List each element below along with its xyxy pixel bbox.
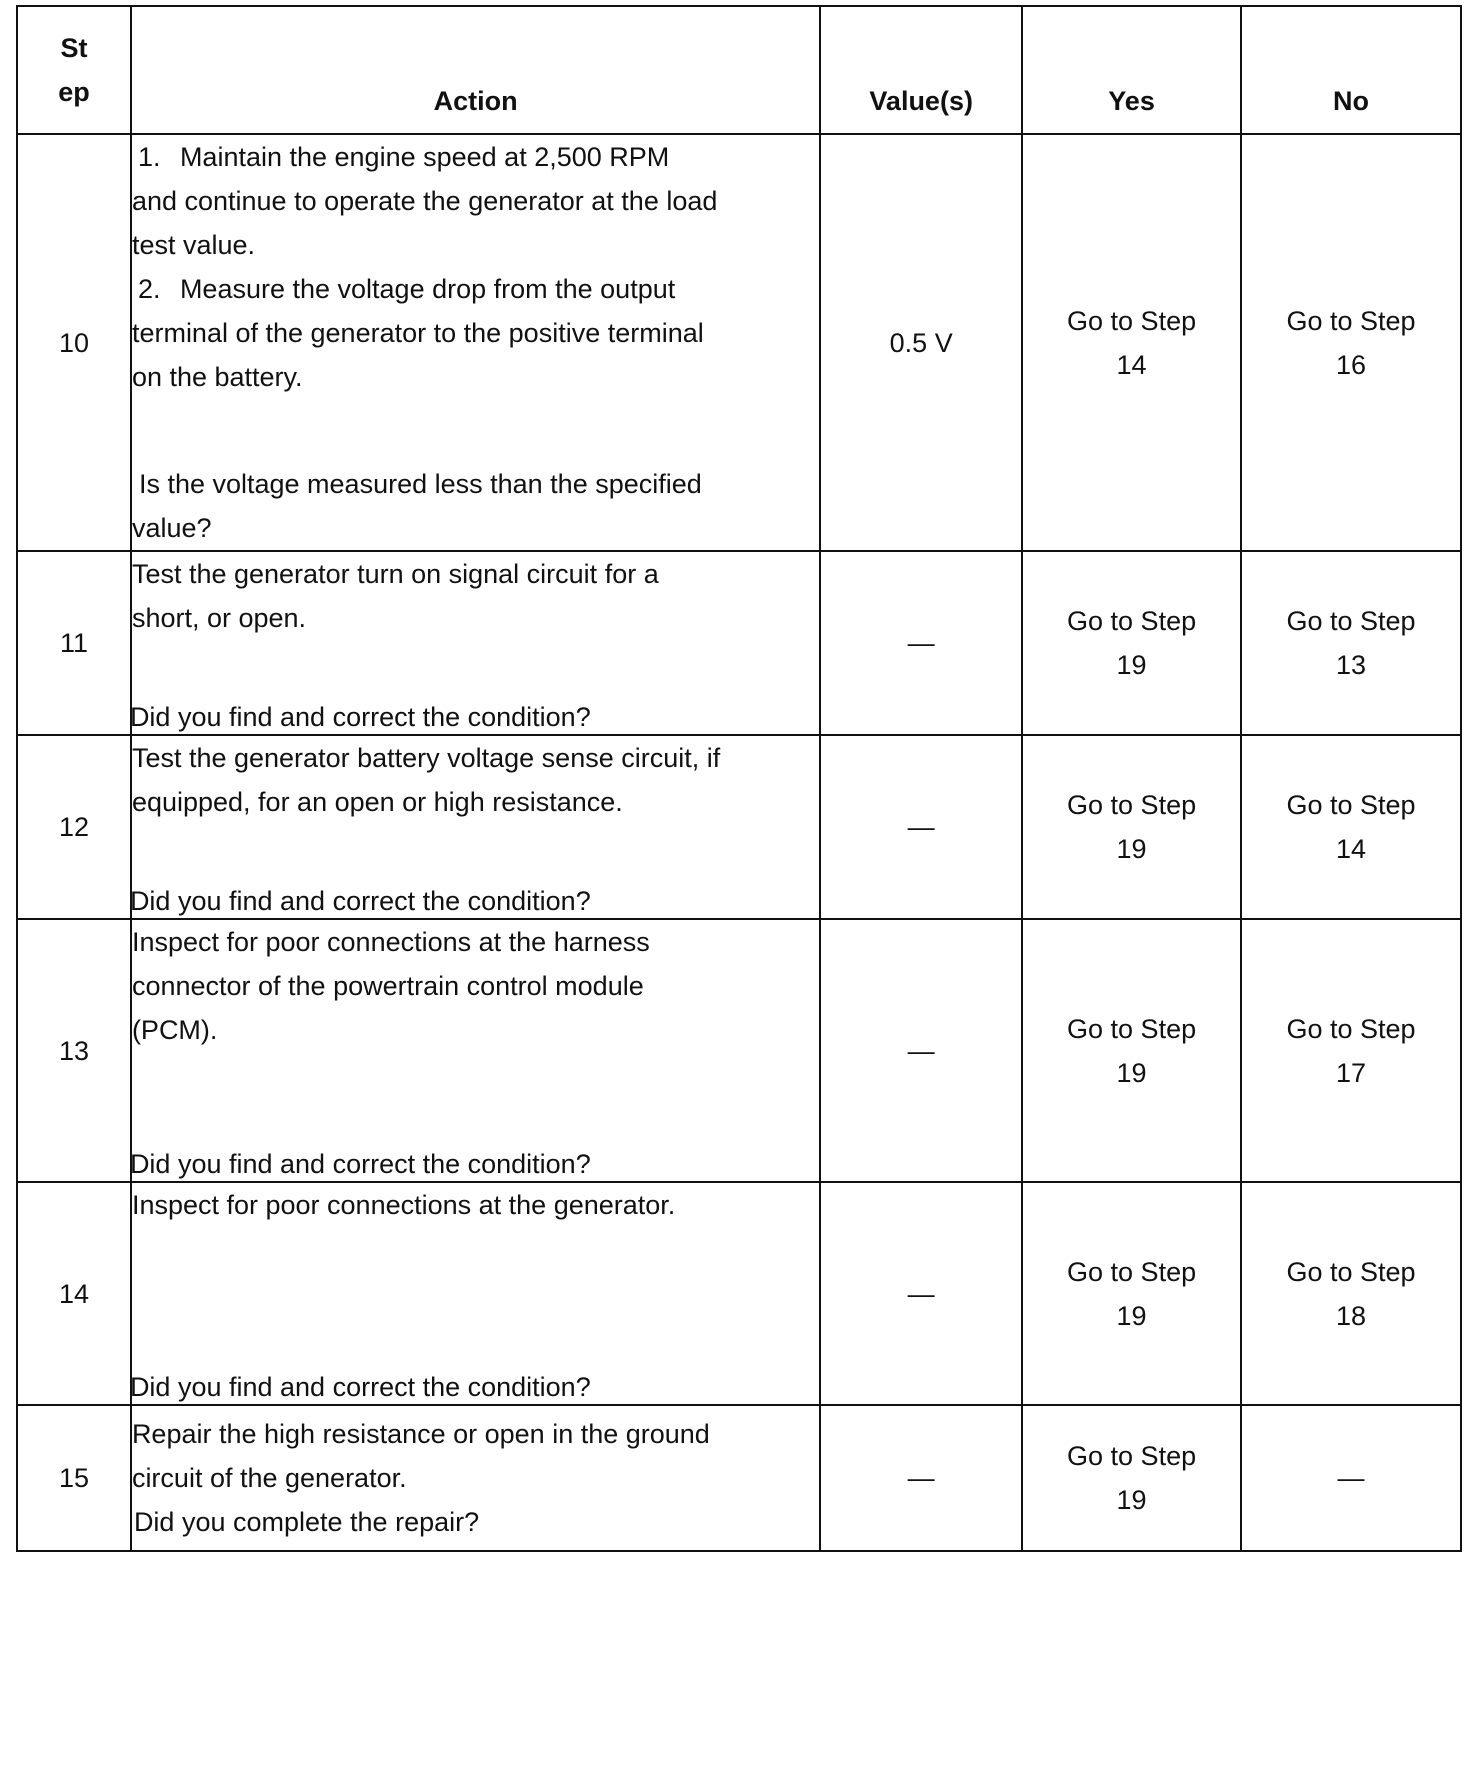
table-row <box>17 919 1461 1182</box>
action-line: circuit of the generator. <box>131 1463 407 1493</box>
action-line: on the battery. <box>131 362 303 392</box>
step-number: 12 <box>17 735 131 919</box>
action-line: Inspect for poor connections at the harness <box>131 927 650 957</box>
table-row <box>17 551 1461 735</box>
action-cell <box>131 735 820 919</box>
action-cell <box>131 1405 820 1551</box>
header-step-line1: St <box>60 33 88 63</box>
action-line: Repair the high resistance or open in the ground <box>131 1419 710 1449</box>
action-line: 2. Measure the voltage drop from the output <box>132 267 819 311</box>
step-number: 11 <box>17 551 131 735</box>
yes-cell: Go to Step 19 <box>1022 551 1241 735</box>
value-cell: — <box>820 1405 1022 1551</box>
question-line: value? <box>131 513 212 543</box>
action-line: short, or open. <box>131 603 307 633</box>
question-line: Did you find and correct the condition? <box>129 702 591 732</box>
action-line: terminal of the generator to the positive terminal <box>131 318 704 348</box>
header-values: Value(s) <box>820 6 1022 134</box>
action-line: and continue to operate the generator at the load <box>131 186 718 216</box>
action-line: Test the generator turn on signal circuit for a <box>131 559 659 589</box>
header-step <box>17 6 131 134</box>
no-cell: Go to Step 16 <box>1241 134 1461 551</box>
action-cell <box>131 551 820 735</box>
action-line: Test the generator battery voltage sense circuit, if <box>131 743 721 773</box>
no-cell: Go to Step 18 <box>1241 1182 1461 1405</box>
item-number: 1. <box>137 142 161 172</box>
table-row <box>17 735 1461 919</box>
yes-cell: Go to Step 19 <box>1022 919 1241 1182</box>
step-number: 10 <box>17 134 131 551</box>
action-line: (PCM). <box>131 1015 218 1045</box>
question-line: Did you find and correct the condition? <box>129 1149 591 1179</box>
action-cell <box>131 919 820 1182</box>
value-cell: — <box>820 735 1022 919</box>
action-line: test value. <box>131 230 256 260</box>
value-cell: 0.5 V <box>820 134 1022 551</box>
no-cell: Go to Step 17 <box>1241 919 1461 1182</box>
question-line: Did you complete the repair? <box>133 1507 480 1537</box>
question-line: Did you find and correct the condition? <box>129 886 591 916</box>
yes-cell: Go to Step 19 <box>1022 1405 1241 1551</box>
table-row <box>17 1182 1461 1405</box>
diagnostic-table <box>16 5 1462 1552</box>
value-cell: — <box>820 551 1022 735</box>
value-cell: — <box>820 1182 1022 1405</box>
header-yes: Yes <box>1022 6 1241 134</box>
table-header-row <box>17 6 1461 134</box>
action-cell <box>131 134 820 551</box>
action-cell <box>131 1182 820 1405</box>
yes-cell: Go to Step 19 <box>1022 735 1241 919</box>
step-number: 15 <box>17 1405 131 1551</box>
yes-cell: Go to Step 14 <box>1022 134 1241 551</box>
action-line: Inspect for poor connections at the generator. <box>131 1190 676 1220</box>
header-step-line2: ep <box>58 77 90 107</box>
step-number: 14 <box>17 1182 131 1405</box>
value-cell: — <box>820 919 1022 1182</box>
table-row <box>17 134 1461 551</box>
yes-cell: Go to Step 19 <box>1022 1182 1241 1405</box>
step-number: 13 <box>17 919 131 1182</box>
no-cell: Go to Step 13 <box>1241 551 1461 735</box>
action-line: equipped, for an open or high resistance. <box>131 787 623 817</box>
header-no: No <box>1241 6 1461 134</box>
no-cell: — <box>1241 1405 1461 1551</box>
table-row <box>17 1405 1461 1551</box>
header-action: Action <box>131 6 820 134</box>
action-line: 1. Maintain the engine speed at 2,500 RPM <box>132 135 819 179</box>
question-line: Did you find and correct the condition? <box>129 1372 591 1402</box>
item-number: 2. <box>137 274 161 304</box>
action-line: connector of the powertrain control module <box>131 971 644 1001</box>
question-line: Is the voltage measured less than the specified <box>138 469 702 499</box>
no-cell: Go to Step 14 <box>1241 735 1461 919</box>
